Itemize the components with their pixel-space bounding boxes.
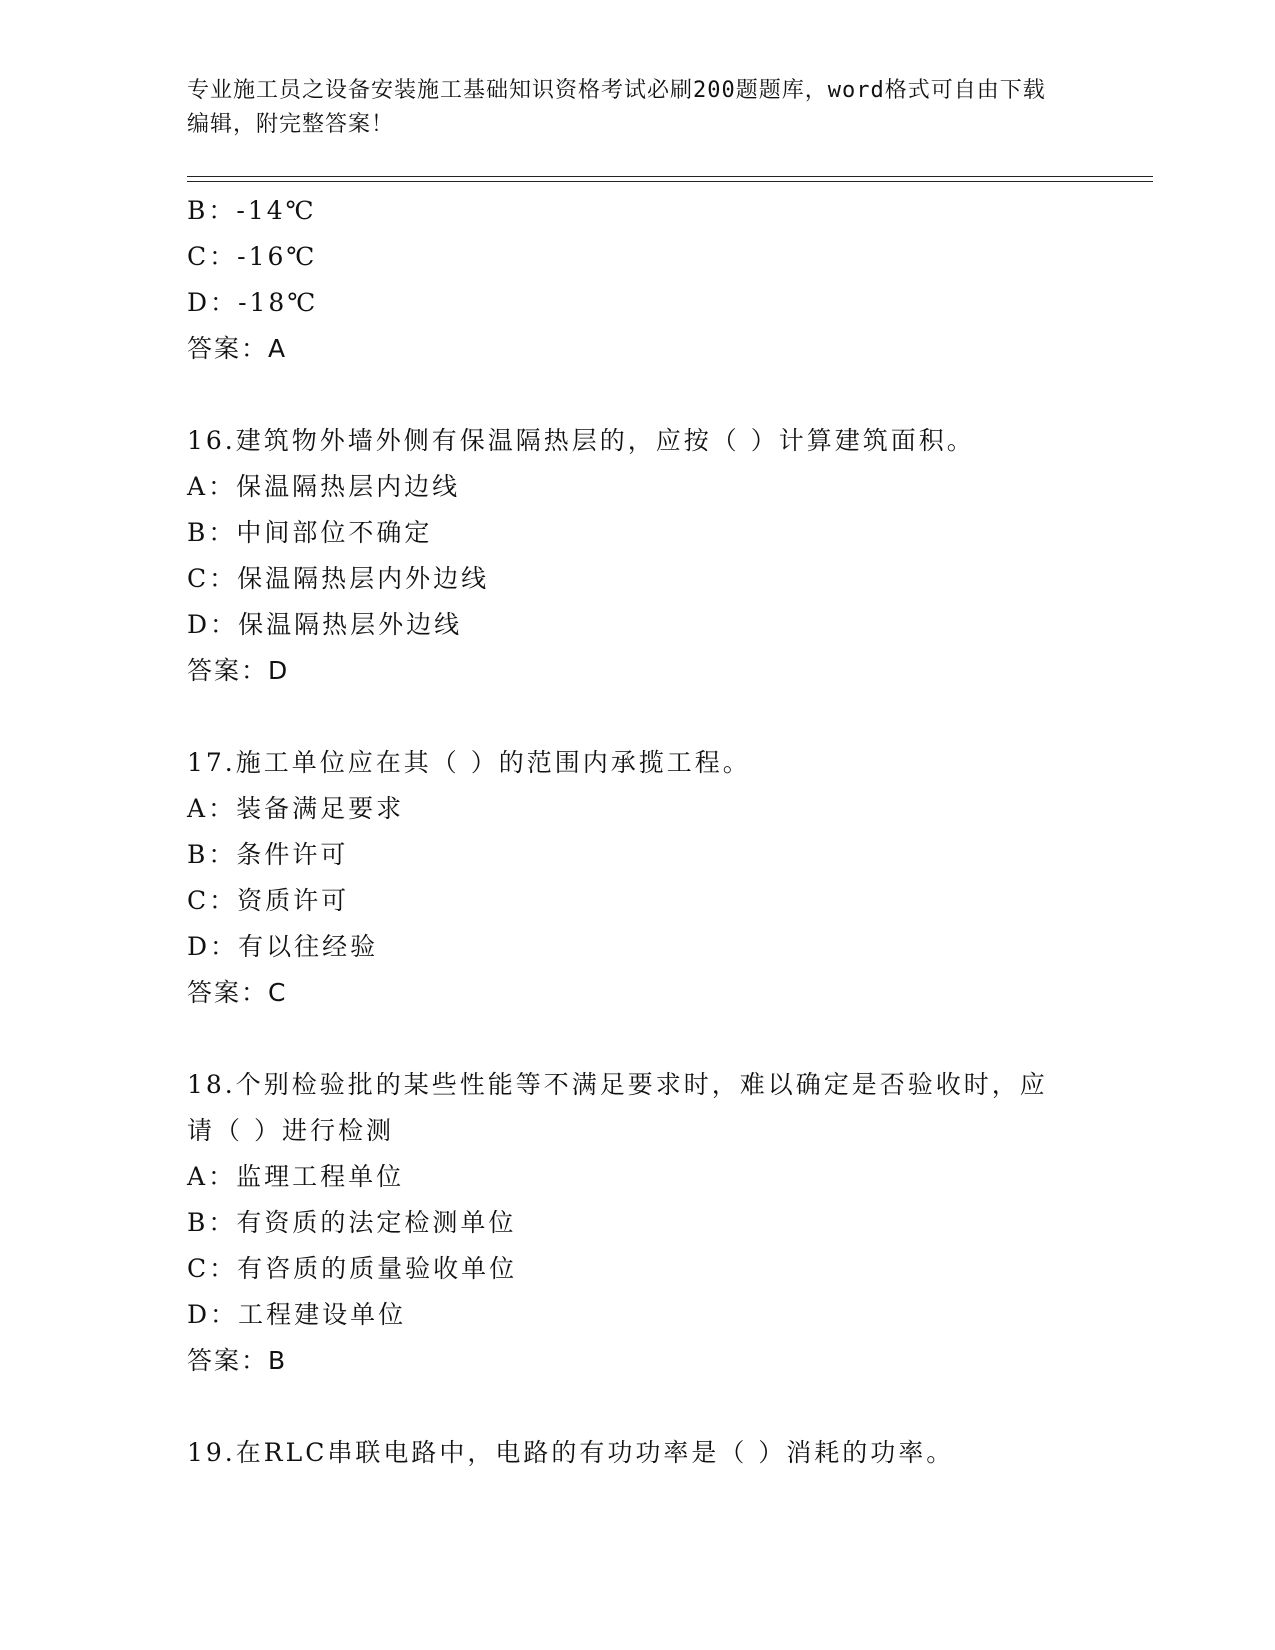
option-d: D：-18℃ <box>187 288 319 317</box>
answer: 答案：A <box>187 334 288 363</box>
question-16: 16.建筑物外墙外侧有保温隔热层的，应按（ ）计算建筑面积。 <box>187 426 975 455</box>
answer: 答案：B <box>187 1346 288 1375</box>
question-18: 18.个别检验批的某些性能等不满足要求时，难以确定是否验收时，应请（ ）进行检测 <box>187 1070 1048 1145</box>
option-a: A：监理工程单位 <box>187 1162 405 1191</box>
question-19: 19.在RLC串联电路中，电路的有功功率是（ ）消耗的功率。 <box>187 1438 955 1467</box>
question-17: 17.施工单位应在其（ ）的范围内承揽工程。 <box>187 748 751 777</box>
answer: 答案：D <box>187 656 290 685</box>
question-content <box>187 188 1067 1476</box>
option-b: B：条件许可 <box>187 840 349 869</box>
option-d: D：保温隔热层外边线 <box>187 610 463 639</box>
option-a: A：保温隔热层内边线 <box>187 472 461 501</box>
option-b: B：中间部位不确定 <box>187 518 433 547</box>
option-c: C：有咨质的质量验收单位 <box>187 1254 518 1283</box>
option-d: D：有以往经验 <box>187 932 379 961</box>
document-header: 专业施工员之设备安装施工基础知识资格考试必刷200题题库，word格式可自由下载编辑，附完整答案！ <box>187 78 1046 137</box>
option-c: C：-16℃ <box>187 242 318 271</box>
option-d: D：工程建设单位 <box>187 1300 407 1329</box>
header-rule-top <box>187 176 1153 177</box>
option-b: B：-14℃ <box>187 196 317 225</box>
option-b: B：有资质的法定检测单位 <box>187 1208 517 1237</box>
option-c: C：保温隔热层内外边线 <box>187 564 490 593</box>
option-a: A：装备满足要求 <box>187 794 405 823</box>
answer: 答案：C <box>187 978 288 1007</box>
option-c: C：资质许可 <box>187 886 350 915</box>
header-rule-bottom <box>187 181 1153 182</box>
